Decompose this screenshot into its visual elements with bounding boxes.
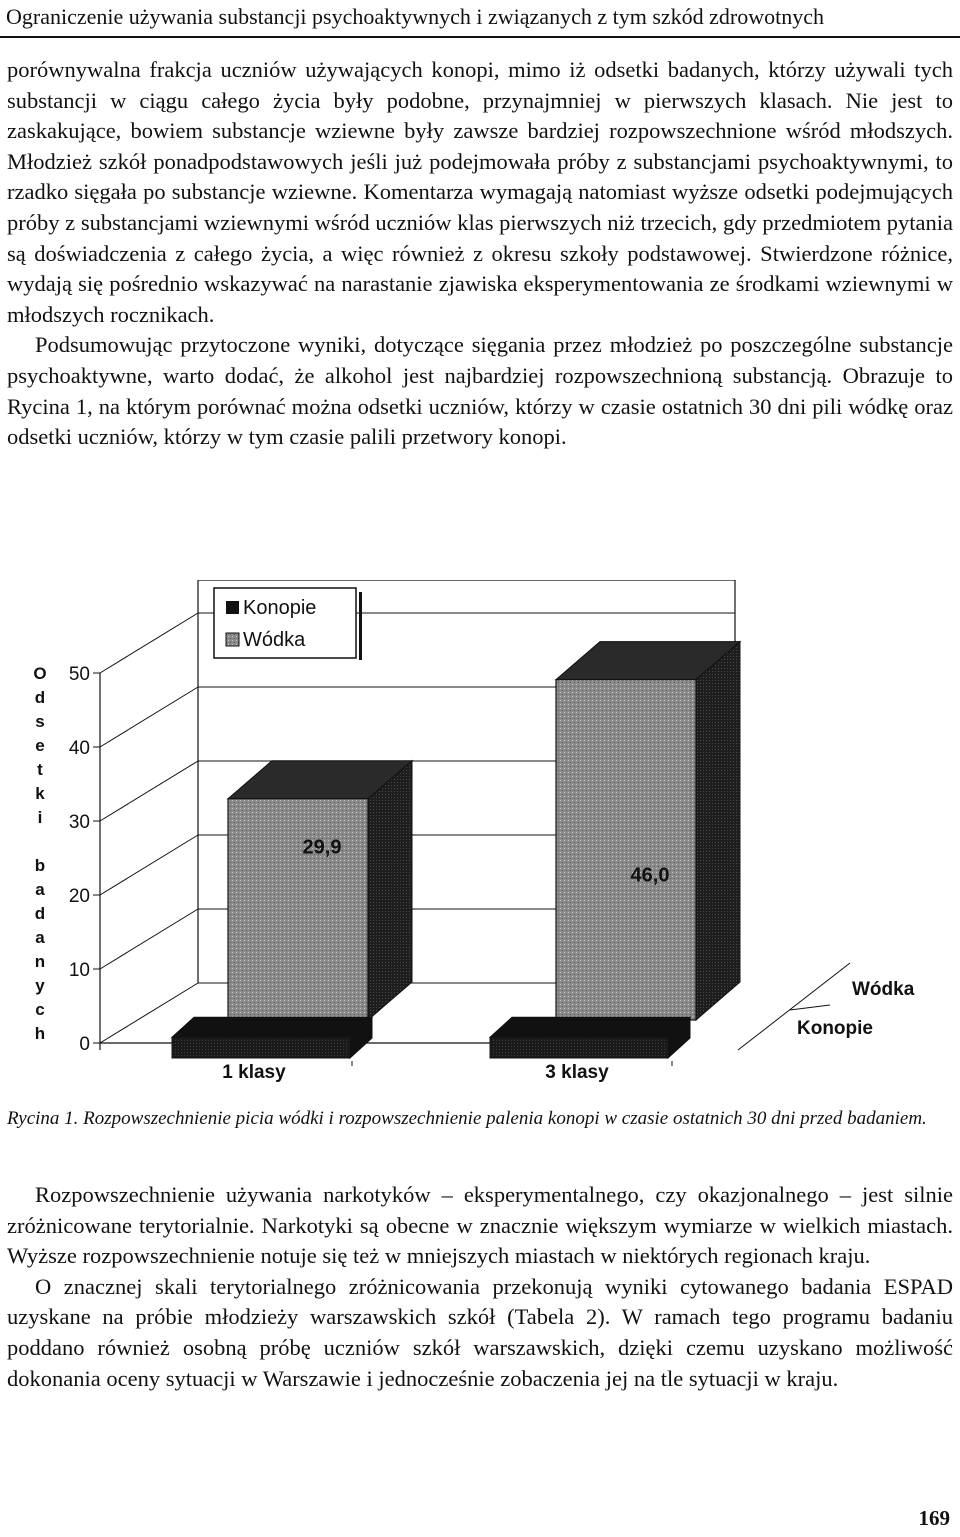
y-axis-label-letter: i [37, 808, 43, 827]
y-tick-label: 0 [79, 1034, 90, 1055]
gridline-diagonal [100, 687, 198, 747]
y-tick-label: 20 [68, 886, 90, 907]
chart-legend [214, 588, 362, 660]
bar-wodka [556, 680, 696, 1020]
gridline-diagonal [100, 909, 198, 969]
paragraph: porównywalna frakcja uczniów używających konopi, mimo iż odsetki badanych, którzy używali tych substancji w ciągu całego życia były podobne, przynajmniej w pierwszych klasach. Nie jest to zaskakujące, bowiem substancje wziewne były zawsze bardziej rozpowszechnione wśród młodszych. Młodzież szkół ponadpodstawowych jeśli już podejmowała próby z substancjami psychoaktywnymi, to rzadko sięgała po substancje wziewne. Komentarza wymagają natomiast wyższe odsetki podejmujących próby z substancjami wziewnymi wśród uczniów klas pierwszych niż trzecich, gdy przedmiotem pytania są doświadczenia z całego życia, a więc również z okresu szkoły podstawowej. Stwierdzone różnice, wydają się pośrednio wskazywać na narastanie zjawiska eksperymentowania ze środkami wziewnymi w młodszych rocznikach. [7, 57, 953, 327]
legend-label-wodka: Wódka [243, 629, 306, 651]
y-tick-label: 30 [68, 812, 90, 833]
depth-label-wodka: Wódka [852, 979, 915, 1000]
category-label: 3 klasy [545, 1062, 609, 1083]
header-rule [0, 36, 960, 38]
gridline-diagonal [100, 613, 198, 673]
paragraph: Rozpowszechnienie używania narkotyków – eksperymentalnego, czy okazjonalnego – jest silnie zróżnicowane terytorialnie. Narkotyki są obecne w znacznie większym wymiarze w wielkich miastach. Wyższe rozpowszechnienie notuje się też w mniejszych miastach w niektórych regionach kraju. [7, 1182, 953, 1269]
y-axis-label-letter: a [35, 880, 45, 899]
y-tick-label: 40 [68, 738, 90, 759]
chart-bars [172, 642, 740, 1058]
gridline-diagonal [100, 761, 198, 821]
y-axis-label-letter: s [35, 712, 45, 731]
running-title: Ograniczenie używania substancji psychoaktywnych i związanych z tym szkód zdrowotnych [6, 4, 825, 29]
page-number: 169 [918, 1506, 950, 1530]
body-text-top [7, 55, 953, 453]
data-label-wodka: 29,9 [302, 836, 342, 859]
legend-swatch-konopie [226, 601, 239, 614]
y-axis-label-letter: b [34, 856, 46, 875]
data-label-wodka: 46,0 [630, 864, 670, 887]
category-label: 1 klasy [222, 1062, 286, 1083]
y-axis-label-letter: d [34, 688, 46, 707]
bar-wodka-side [696, 642, 740, 1020]
y-axis-label-letter: c [35, 1000, 45, 1019]
y-axis-label-letter: d [34, 904, 46, 923]
bar-konopie [490, 1037, 668, 1058]
legend-shadow [359, 592, 362, 660]
y-axis-label-letter: e [35, 736, 45, 755]
figure-caption: Rycina 1. Rozpowszechnienie picia wódki i rozpowszechnienie palenia konopi w czasie ostatnich 30 dni przed badaniem. [7, 1108, 927, 1129]
y-tick-labels [69, 664, 90, 1055]
bar-chart [0, 580, 960, 1100]
page-header [0, 0, 960, 40]
y-axis-label-letter: k [35, 784, 45, 803]
legend-swatch-wodka [226, 633, 239, 646]
y-axis-label [33, 664, 46, 1043]
depth-tick-mark [790, 1005, 830, 1010]
bar-wodka [228, 799, 368, 1020]
paragraph: Podsumowując przytoczone wyniki, dotyczące sięgania przez młodzież po poszczególne substancje psychoaktywne, warto dodać, że alkohol jest najbardziej rozpowszechnioną substancją. Obrazuje to Rycina 1, na którym porównać można odsetki uczniów, którzy w czasie ostatnich 30 dni pili wódkę oraz odsetki uczniów, którzy w tym czasie palili przetwory konopi. [7, 332, 953, 450]
bar-konopie [172, 1037, 350, 1058]
gridline-diagonal [100, 835, 198, 895]
bar-wodka-side [368, 761, 412, 1020]
y-tick-label: 10 [68, 960, 90, 981]
y-axis-label-letter: y [35, 976, 45, 995]
bar-konopie-top [172, 1017, 372, 1037]
y-axis-label-letter: a [35, 928, 45, 947]
bar-konopie-top [490, 1017, 690, 1037]
paragraph: O znacznej skali terytorialnego zróżnicowania przekonują wyniki cytowanego badania ESPAD uzyskane na próbie młodzieży warszawskich szkół (Tabela 2). W ramach tego programu badaniu poddano również osobną próbę uczniów szkół warszawskich, dzięki czemu uzyskano możliwość dokonania oceny sytuacji w Warszawie i jednocześnie zobaczenia jej na tle sytuacji w kraju. [7, 1273, 953, 1391]
y-axis-label-letter: n [34, 952, 46, 971]
figure-chart [0, 580, 960, 1100]
y-axis-label-letter: h [34, 1024, 46, 1043]
x-category-labels [222, 1062, 609, 1083]
y-tick-label: 50 [68, 664, 90, 685]
legend-label-konopie: Konopie [243, 597, 317, 619]
depth-axis-labels [797, 979, 915, 1039]
y-axis-label-letter: O [33, 664, 47, 683]
y-axis-label-letter: t [37, 760, 43, 779]
depth-label-konopie: Konopie [797, 1018, 873, 1039]
body-text-bottom [7, 1180, 953, 1394]
